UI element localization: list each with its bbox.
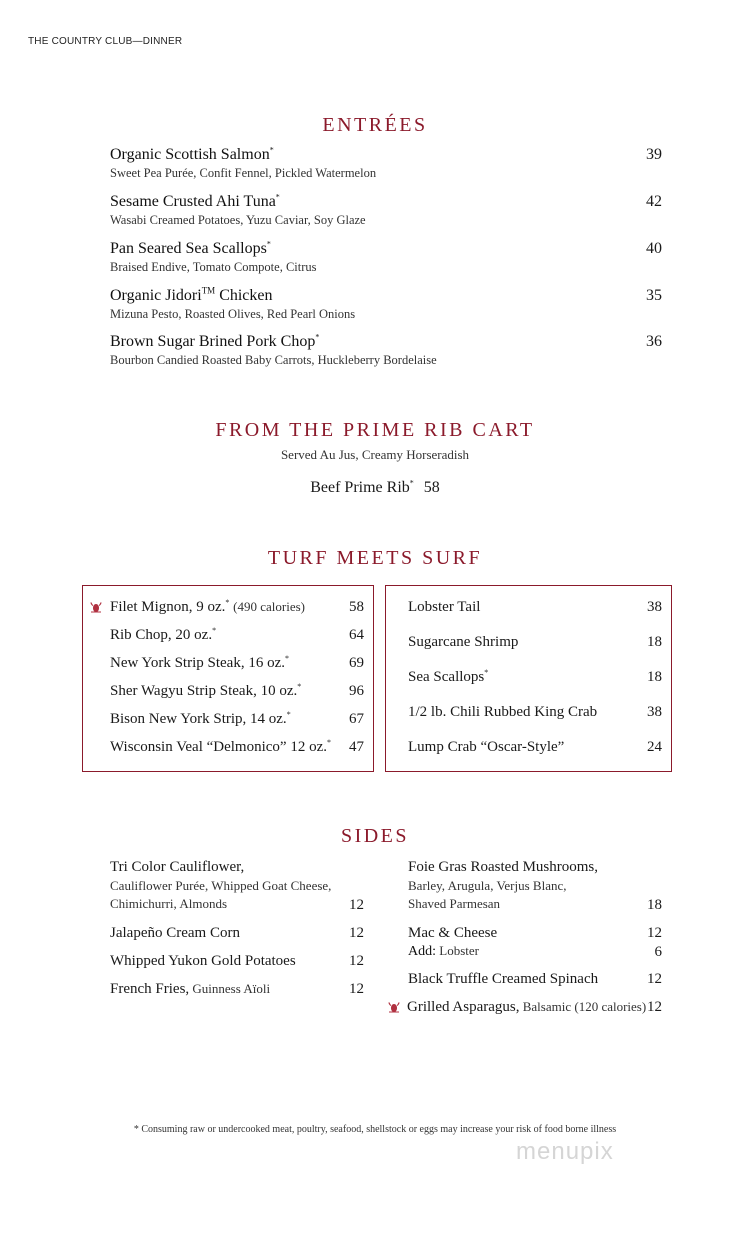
- addon-price: 6: [654, 944, 662, 960]
- surf-item-name: Sugarcane Shrimp: [408, 634, 519, 650]
- entree-item: Organic Scottish Salmon* Sweet Pea Purée, Confit Fennel, Pickled Watermelon 39: [110, 145, 662, 180]
- turf-item-price: 58: [349, 599, 364, 615]
- side-name: Jalapeño Cream Corn: [110, 925, 240, 941]
- entree-item: Organic Jidori™ Chicken Mizuna Pesto, Roasted Olives, Red Pearl Onions 35: [110, 285, 662, 321]
- side-name: Foie Gras Roasted Mushrooms,: [408, 859, 598, 875]
- side-desc: Guinness Aïoli: [189, 981, 271, 996]
- entree-price: 40: [646, 240, 662, 257]
- turf-item-price: 67: [349, 711, 364, 727]
- entree-name: Sesame Crusted Ahi Tuna: [110, 193, 276, 210]
- entree-desc: Mizuna Pesto, Roasted Olives, Red Pearl Onions: [110, 307, 356, 321]
- side-price: 12: [349, 981, 364, 997]
- entrees-title: ENTRÉES: [322, 114, 428, 136]
- side-desc: Shaved Parmesan: [408, 896, 501, 911]
- entree-desc: Wasabi Creamed Potatoes, Yuzu Caviar, Soy Glaze: [110, 213, 366, 227]
- surf-item-name: 1/2 lb. Chili Rubbed King Crab: [408, 704, 598, 720]
- entree-price: 36: [646, 333, 662, 350]
- surf-item: [408, 704, 662, 721]
- side-price: 18: [647, 897, 662, 913]
- lobster-icon: [387, 1001, 401, 1013]
- side-price: 12: [349, 897, 364, 913]
- surf-item-price: 24: [647, 739, 662, 755]
- side-price: 12: [647, 999, 662, 1015]
- turf-item: New York Strip Steak, 16 oz.* 69: [110, 654, 364, 671]
- prime-rib-name: Beef Prime Rib: [310, 479, 410, 496]
- side-price: 12: [349, 925, 364, 941]
- entree-name: Brown Sugar Brined Pork Chop: [110, 333, 316, 350]
- side-item: [110, 925, 364, 942]
- side-item: [408, 859, 662, 912]
- side-price: 12: [647, 971, 662, 987]
- side-name: French Fries,: [110, 981, 190, 997]
- surf-item: Sea Scallops* 18: [408, 668, 662, 685]
- surf-item: [408, 739, 662, 756]
- side-item: [408, 971, 662, 988]
- entree-desc: Braised Endive, Tomato Compote, Citrus: [110, 260, 317, 274]
- surf-item: [408, 634, 662, 651]
- turf-item: Wisconsin Veal “Delmonico” 12 oz.* 47: [110, 738, 364, 755]
- side-name: Tri Color Cauliflower,: [110, 859, 245, 875]
- surf-item-price: 38: [647, 704, 662, 720]
- side-item: [110, 981, 364, 998]
- side-name: Black Truffle Creamed Spinach: [408, 971, 599, 987]
- footnote: * Consuming raw or undercooked meat, poultry, seafood, shellstock or eggs may increase your risk of food borne illness: [133, 1124, 617, 1135]
- turf-item-price: 69: [349, 655, 364, 671]
- entree-name: Pan Seared Sea Scallops: [110, 240, 267, 257]
- turf-item: Rib Chop, 20 oz.* 64: [110, 626, 364, 643]
- turf-item-price: 64: [349, 627, 364, 643]
- turf-item-name: Filet Mignon, 9 oz.: [110, 599, 226, 615]
- entree-item: Sesame Crusted Ahi Tuna* Wasabi Creamed Potatoes, Yuzu Caviar, Soy Glaze 42: [110, 192, 662, 227]
- turf-item-name: Bison New York Strip, 14 oz.: [110, 711, 287, 727]
- turf-item-name: Sher Wagyu Strip Steak, 10 oz.: [110, 683, 298, 699]
- side-item: [408, 925, 662, 960]
- lobster-icon: [89, 601, 103, 613]
- prime-rib-item: Beef Prime Rib* 58: [310, 478, 440, 496]
- turf-item: Filet Mignon, 9 oz.* (490 calories) 58: [110, 598, 364, 615]
- sides-title: SIDES: [340, 825, 410, 847]
- turf-item: Sher Wagyu Strip Steak, 10 oz.* 96: [110, 682, 364, 699]
- turf-item: Bison New York Strip, 14 oz.* 67: [110, 710, 364, 727]
- entree-desc: Sweet Pea Purée, Confit Fennel, Pickled Watermelon: [110, 166, 377, 180]
- side-price: 12: [647, 925, 662, 941]
- side-item: [407, 999, 662, 1016]
- side-item: [110, 859, 364, 912]
- turf-item-name: Rib Chop, 20 oz.: [110, 627, 213, 643]
- entree-price: 35: [646, 287, 662, 304]
- surf-item-name: Sea Scallops: [408, 669, 485, 685]
- entree-name: Organic Scottish Salmon: [110, 146, 270, 163]
- surf-item-price: 18: [647, 634, 662, 650]
- side-desc: Chimichurri, Almonds: [110, 896, 227, 911]
- entree-name: Organic Jidori: [110, 287, 202, 304]
- side-name: Mac & Cheese: [408, 925, 498, 941]
- entree-price: 39: [646, 146, 662, 163]
- surf-item-price: 38: [647, 599, 662, 615]
- side-desc: Barley, Arugula, Verjus Blanc,: [408, 878, 567, 893]
- turf-item-price: 47: [349, 739, 364, 755]
- surf-item-name: Lump Crab “Oscar-Style”: [408, 739, 565, 755]
- surf-item: [408, 599, 662, 616]
- side-item: [110, 953, 364, 970]
- entree-item: Brown Sugar Brined Pork Chop* Bourbon Candied Roasted Baby Carrots, Huckleberry Bordelaise 36: [110, 332, 662, 367]
- side-name: Grilled Asparagus,: [407, 999, 520, 1015]
- side-price: 12: [349, 953, 364, 969]
- surf-item-price: 18: [647, 669, 662, 685]
- side-name: Whipped Yukon Gold Potatoes: [110, 953, 296, 969]
- entree-price: 42: [646, 193, 662, 210]
- prime-rib-title: FROM THE PRIME RIB CART: [215, 419, 535, 441]
- side-desc: Balsamic (120 calories): [519, 999, 647, 1014]
- side-addon: Add: Lobster: [408, 943, 479, 959]
- surf-item-name: Lobster Tail: [408, 599, 481, 615]
- entree-desc: Bourbon Candied Roasted Baby Carrots, Huckleberry Bordelaise: [110, 353, 437, 367]
- entree-item: Pan Seared Sea Scallops* Braised Endive, Tomato Compote, Citrus 40: [110, 239, 662, 274]
- side-desc: Cauliflower Purée, Whipped Goat Cheese,: [110, 878, 332, 893]
- turf-surf-title: TURF MEETS SURF: [267, 547, 483, 569]
- turf-item-price: 96: [349, 683, 364, 699]
- turf-item-name: Wisconsin Veal “Delmonico” 12 oz.: [110, 739, 327, 755]
- calories-note: (490 calories): [233, 599, 306, 614]
- turf-item-name: New York Strip Steak, 16 oz.: [110, 655, 285, 671]
- restaurant-header: THE COUNTRY CLUB—DINNER: [28, 36, 183, 47]
- prime-rib-price: 58: [423, 479, 440, 496]
- prime-rib-subtitle: Served Au Jus, Creamy Horseradish: [280, 447, 470, 462]
- watermark: menupix: [516, 1138, 614, 1165]
